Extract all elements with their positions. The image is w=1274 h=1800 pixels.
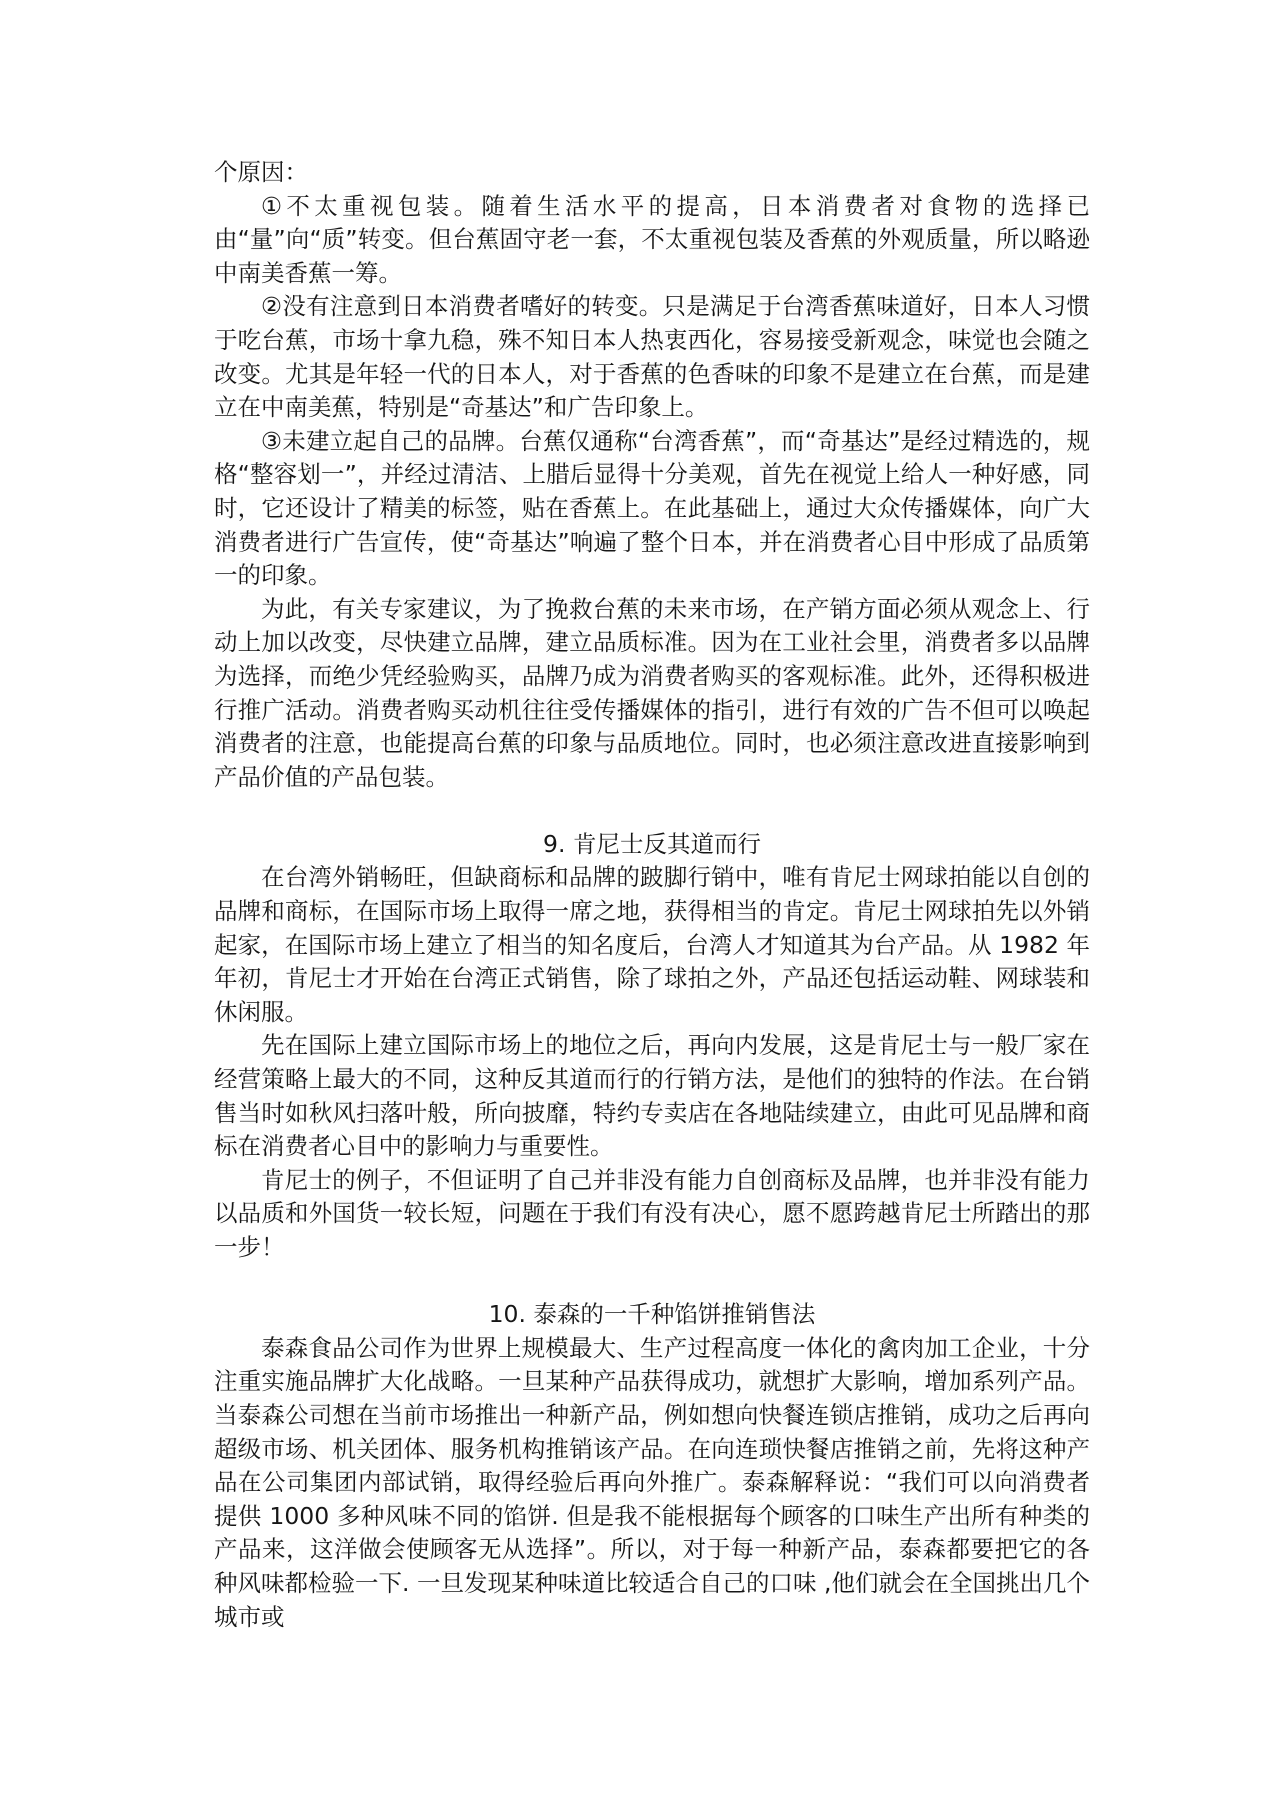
paragraph: 在台湾外销畅旺，但缺商标和品牌的跛脚行销中，唯有肯尼士网球拍能以自创的品牌和商标，在国际市场上取得一席之地，获得相当的肯定。肯尼士网球拍先以外销起家，在国际市场上建立了相当的知名度后，台湾人才知道其为台产品。从 1982 年年初，肯尼士才开始在台湾正式销售，除了球拍之外，产品还包括运动鞋、网球装和休闲服。 — [214, 863, 1090, 1026]
paragraph: 先在国际上建立国际市场上的地位之后，再向内发展，这是肯尼士与一般厂家在经营策略上最大的不同，这种反其道而行的行销方法，是他们的独特的作法。在台销售当时如秋风扫落叶般，所向披靡，特约专卖店在各地陆续建立，由此可见品牌和商标在消费者心目中的影响力与重要性。 — [214, 1031, 1090, 1161]
section-gap — [214, 794, 1090, 828]
section-heading: 9. 肯尼士反其道而行 — [543, 829, 761, 858]
section-gap — [214, 1265, 1090, 1299]
paragraph: ①不太重视包装。随着生活水平的提高，日本消费者对食物的选择已由“量”向“质”转变。但台蕉固守老一套，不太重视包装及香蕉的外观质量，所以略逊中南美香蕉一筹。 — [214, 191, 1090, 287]
paragraph: 泰森食品公司作为世界上规模最大、生产过程高度一体化的禽肉加工企业，十分注重实施品牌扩大化战略。一旦某种产品获得成功，就想扩大影响，增加系列产品。当泰森公司想在当前市场推出一种新产品，例如想向快餐连锁店推销，成功之后再向超级市场、机关团体、服务机构推销该产品。在向连琐快餐店推销之前，先将这种产品在公司集团内部试销，取得经验后再向外推广。泰森解释说：“我们可以向消费者提供 1000 多种风味不同的馅饼. 但是我不能根据每个顾客的口味生产出所有种类的产品来，这洋做会使顾客无从选择”。所以，对于每一种新产品，泰森都要把它的各种风味都检验一下. 一旦发现某种味道比较适合自己的口味 ,他们就会在全国挑出几个城市或 — [214, 1333, 1090, 1631]
paragraph: ③未建立起自己的品牌。台蕉仅通称“台湾香蕉”，而“奇基达”是经过精选的，规格“整容划一”，并经过清洁、上腊后显得十分美观，首先在视觉上给人一种好感，同时，它还设计了精美的标签，贴在香蕉上。在此基础上，通过大众传播媒体，向广大消费者进行广告宣传，使“奇基达”响遍了整个日本，并在消费者心目中形成了品质第一的印象。 — [214, 426, 1090, 590]
paragraph: 个原因： — [214, 158, 308, 186]
paragraph: 肯尼士的例子，不但证明了自己并非没有能力自创商标及品牌，也并非没有能力以品质和外国货一较长短，问题在于我们有没有决心，愿不愿跨越肯尼士所踏出的那一步！ — [214, 1165, 1090, 1261]
document-page — [214, 156, 1090, 1634]
paragraph: 为此，有关专家建议，为了挽救台蕉的未来市场，在产销方面必须从观念上、行动上加以改变，尽快建立品牌，建立品质标准。因为在工业社会里，消费者多以品牌为选择，而绝少凭经验购买，品牌乃成为消费者购买的客观标准。此外，还得积极进行推广活动。消费者购买动机往往受传播媒体的指引，进行有效的广告不但可以唤起消费者的注意，也能提高台蕉的印象与品质地位。同时，也必须注意改进直接影响到产品价值的产品包装。 — [214, 594, 1090, 791]
paragraph: ②没有注意到日本消费者嗜好的转变。只是满足于台湾香蕉味道好，日本人习惯于吃台蕉，市场十拿九稳，殊不知日本人热衷西化，容易接受新观念，味觉也会随之改变。尤其是年轻一代的日本人，对于香蕉的色香味的印象不是建立在台蕉，而是建立在中南美蕉，特别是“奇基达”和广告印象上。 — [214, 292, 1090, 422]
section-heading: 10. 泰森的一千种馅饼推销售法 — [488, 1300, 816, 1329]
